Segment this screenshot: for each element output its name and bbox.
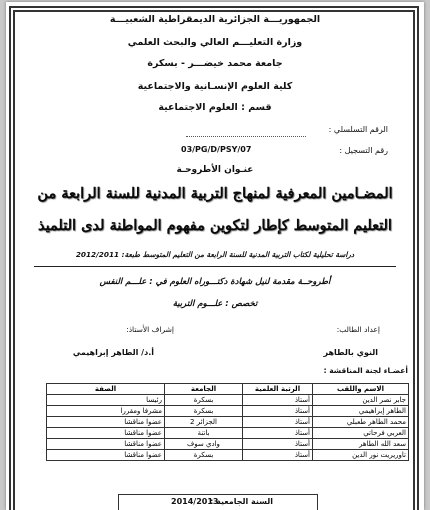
- supervisor-label: إشراف الأستاذ:: [126, 325, 174, 334]
- member-university: بسكرة: [165, 450, 243, 461]
- serial-number-label: الرقم التسلسلي :: [328, 125, 388, 134]
- registration-label: رقم التسجيل :: [339, 146, 388, 155]
- committee-header-row: [47, 384, 409, 395]
- student-label: إعداد الطالب:: [336, 325, 380, 334]
- table-row: [47, 406, 409, 417]
- academic-year-box: [118, 494, 318, 510]
- ministry-name: وزارة التعليـــم العالي والبحث العلمي: [127, 37, 303, 48]
- member-name: العربي فرحاتي: [313, 428, 409, 439]
- degree-statement: أطروحــة مقدمة لنيل شهادة دكتـــوراه العلوم في : علـــم النفس: [99, 277, 331, 287]
- header-rank: الرتبة العلمية: [243, 384, 313, 395]
- department-name: قسم : العلوم الاجتماعية: [158, 102, 272, 113]
- member-role: عضوا مناقشا: [47, 439, 165, 450]
- committee-table: [46, 383, 409, 461]
- member-university: الجزائر 2: [165, 417, 243, 428]
- member-name: سعد الله الطاهر: [313, 439, 409, 450]
- member-rank: أستاذ: [243, 417, 313, 428]
- member-rank: أستاذ: [243, 450, 313, 461]
- member-role: رئيسا: [47, 395, 165, 406]
- table-row: [47, 450, 409, 461]
- header-name: الاسم واللقب: [313, 384, 409, 395]
- republic-name: الجمهوريـــة الجزائرية الديمقراطية الشعبيـــة: [109, 14, 321, 25]
- member-university: باتنة: [165, 428, 243, 439]
- member-role: عضوا مناقشا: [47, 450, 165, 461]
- member-role: عضوا مناقشا: [47, 428, 165, 439]
- header-university: الجامعة: [165, 384, 243, 395]
- supervisor-name: أ.د/ الطاهر إبراهيمي: [72, 348, 154, 357]
- member-name: الطاهر إبراهيمي: [313, 406, 409, 417]
- member-rank: أستاذ: [243, 439, 313, 450]
- registration-number: 03/PG/D/PSY/07: [181, 145, 252, 154]
- member-rank: أستاذ: [243, 428, 313, 439]
- academic-year-label: السنة الجامعية :: [210, 497, 273, 506]
- thesis-title-heading: عنـوان الأطروحـة: [176, 165, 254, 175]
- member-rank: أستاذ: [243, 395, 313, 406]
- member-name: جابر نصر الدين: [313, 395, 409, 406]
- serial-number-line: [186, 135, 306, 137]
- header-role: الصفة: [47, 384, 165, 395]
- academic-year-value: 2014/2013: [171, 497, 219, 506]
- member-name: محمد الطاهر طعبلي: [313, 417, 409, 428]
- university-name: جامعة محمد خيضـــر - بسكرة: [147, 58, 283, 69]
- table-row: [47, 439, 409, 450]
- committee-label: أعضـاء لجنة المناقشة :: [323, 366, 408, 375]
- member-rank: أستاذ: [243, 406, 313, 417]
- table-row: [47, 428, 409, 439]
- table-row: [47, 395, 409, 406]
- member-university: وادي سوف: [165, 439, 243, 450]
- member-role: مشرفا ومقررا: [47, 406, 165, 417]
- specialty: تخصص : علـــوم التربية: [172, 299, 258, 309]
- member-university: بسكرة: [165, 395, 243, 406]
- member-university: بسكرة: [165, 406, 243, 417]
- thesis-cover-page: [6, 2, 424, 510]
- member-role: عضوا مناقشا: [47, 417, 165, 428]
- thesis-title-line-1: المضـامين المعرفية لمنهاج التربية المدنية للسنة الرابعة من: [37, 185, 393, 202]
- student-name: النوي بالطاهر: [323, 348, 378, 357]
- table-row: [47, 417, 409, 428]
- thesis-subtitle: دراسة تحليلية لكتاب التربية المدنية للسنة الرابعة من التعليم المتوسط طبعة: 2012/2011: [75, 250, 355, 259]
- subtitle-divider: [34, 266, 396, 267]
- thesis-title-line-2: التعليم المتوسط كإطار لتكوين مفهوم المواطنة لدى التلميذ: [38, 217, 392, 234]
- faculty-name: كلية العلوم الإنسـانية والاجتماعية: [137, 81, 293, 92]
- member-name: تاوريريت نور الدين: [313, 450, 409, 461]
